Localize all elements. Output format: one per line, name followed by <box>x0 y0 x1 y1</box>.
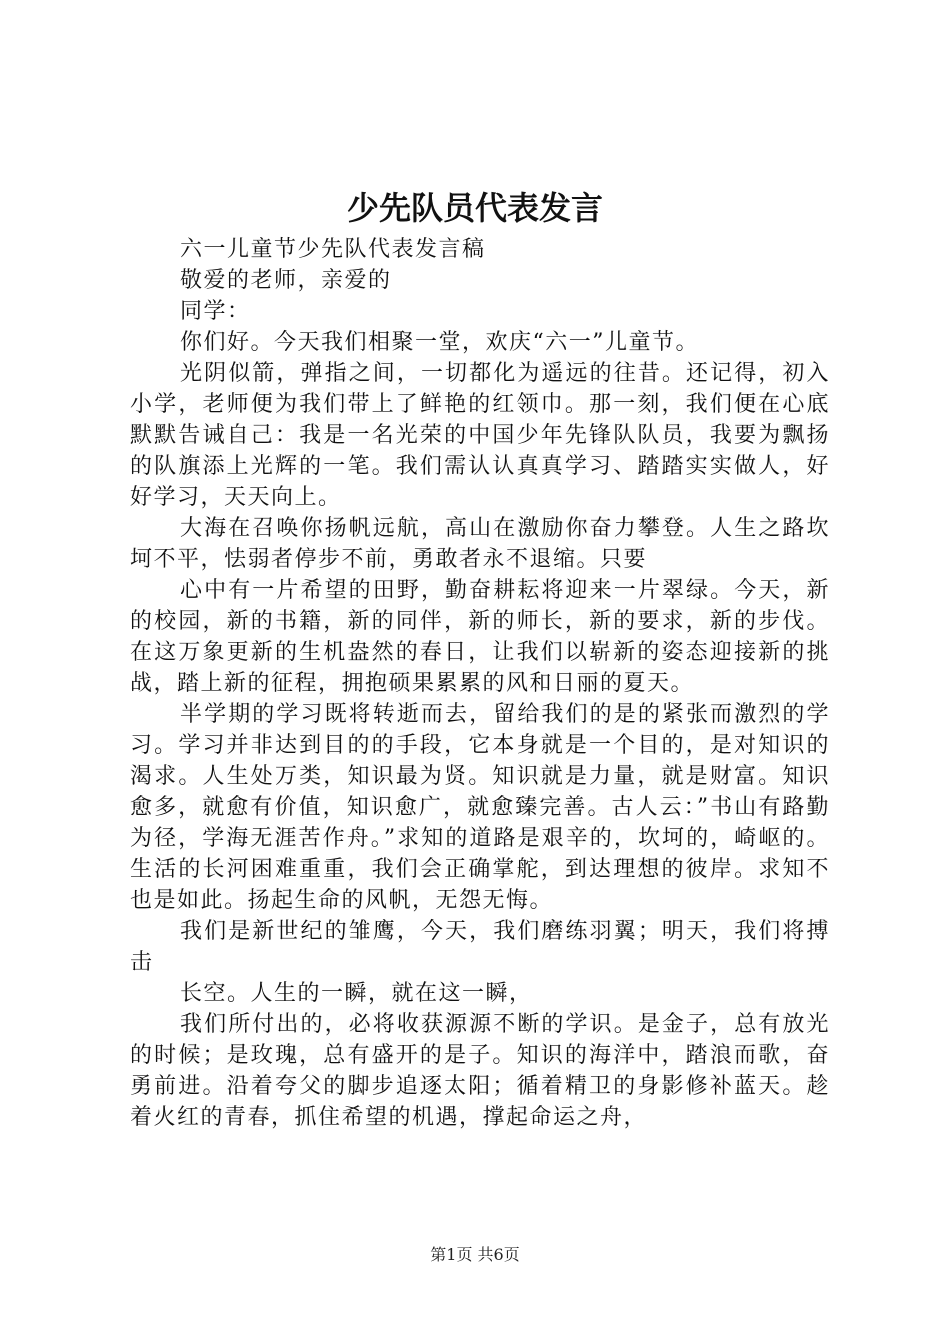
document-body <box>130 234 830 1133</box>
paragraph-greeting: 你们好。今天我们相聚一堂，欢庆“六一”儿童节。 <box>180 330 699 355</box>
paragraph: 心中有一片希望的田野，勤奋耕耘将迎来一片翠绿。今天，新的校园，新的书籍，新的同伴，新的师长，新的要求，新的步伐。在这万象更新的生机盎然的春日，让我们以崭新的姿态迎接新的挑战，踏上新的征程，拥抱硕果累累的风和日丽的夏天。 <box>130 578 830 696</box>
paragraph: 我们所付出的，必将收获源源不断的学识。是金子，总有放光的时候；是玫瑰，总有盛开的是子。知识的海洋中，踏浪而歌，奋勇前进。沿着夸父的脚步追逐太阳；循着精卫的身影修补蓝天。趁着火红的青春，抓住希望的机遇，撑起命运之舟， <box>130 1012 830 1130</box>
paragraph-salutation-cont: 同学： <box>180 299 251 324</box>
paragraph: 大海在召唤你扬帆远航，高山在激励你奋力攀登。人生之路坎坷不平，怯弱者停步不前，勇敢者永不退缩。只要 <box>130 516 830 572</box>
page-number-footer: 第1页 共6页 <box>430 1245 520 1264</box>
paragraph: 半学期的学习既将转逝而去，留给我们的是的紧张而激烈的学习。学习并非达到目的的手段，它本身就是一个目的，是对知识的渴求。人生处万类，知识最为贤。知识就是力量，就是财富。知识愈多，就愈有价值，知识愈广，就愈臻完善。古人云：”书山有路勤为径，学海无涯苦作舟。”求知的道路是艰辛的，坎坷的，崎岖的。生活的长河困难重重，我们会正确掌舵，到达理想的彼岸。求知不也是如此。扬起生命的风帆，无怨无悔。 <box>130 702 830 913</box>
paragraph: 我们是新世纪的雏鹰，今天，我们磨练羽翼；明天，我们将搏击 <box>130 919 830 975</box>
paragraph: 光阴似箭，弹指之间，一切都化为遥远的往昔。还记得，初入小学，老师便为我们带上了鲜艳的红领巾。那一刻，我们便在心底默默告诫自己：我是一名光荣的中国少年先锋队队员，我要为飘扬的队旗添上光辉的一笔。我们需认认真真学习、踏踏实实做人，好好学习，天天向上。 <box>130 361 830 510</box>
paragraph: 长空。人生的一瞬，就在这一瞬， <box>180 981 533 1006</box>
paragraph-heading: 六一儿童节少先队代表发言稿 <box>180 237 486 262</box>
paragraph-salutation: 敬爱的老师，亲爱的 <box>180 268 392 293</box>
page-title: 少先队员代表发言 <box>346 189 603 227</box>
